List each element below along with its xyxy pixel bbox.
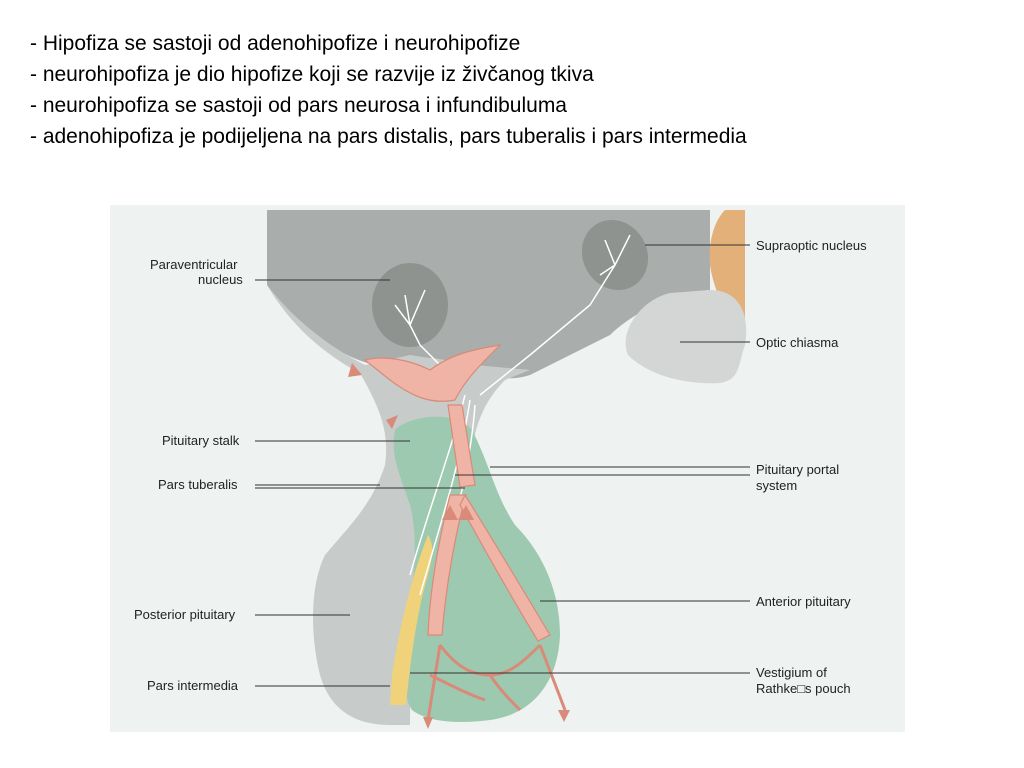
bullet-item: - Hipofiza se sastoji od adenohipofize i neurohipofize bbox=[30, 32, 521, 55]
paraventricular-nucleus bbox=[372, 263, 448, 347]
pituitary-diagram bbox=[110, 205, 905, 732]
bullet-item: - neurohipofiza je dio hipofize koji se razvije iz živčanog tkiva bbox=[30, 63, 594, 86]
bullet-list bbox=[30, 28, 1010, 152]
label-vestigium: Vestigium of bbox=[756, 665, 827, 680]
label-rathkes-pouch: Rathke□s pouch bbox=[756, 681, 851, 696]
bullet-item: - neurohipofiza se sastoji od pars neurosa i infundibuluma bbox=[30, 94, 567, 117]
label-anterior-pituitary: Anterior pituitary bbox=[756, 594, 851, 609]
label-posterior-pituitary: Posterior pituitary bbox=[134, 607, 236, 622]
label-pars-tuberalis: Pars tuberalis bbox=[158, 477, 238, 492]
bullet-item: - adenohipofiza je podijeljena na pars distalis, pars tuberalis i pars intermedia bbox=[30, 125, 747, 148]
pituitary-illustration bbox=[110, 205, 905, 732]
label-supraoptic-nucleus: Supraoptic nucleus bbox=[756, 238, 867, 253]
label-pars-intermedia: Pars intermedia bbox=[147, 678, 239, 693]
label-pituitary-stalk: Pituitary stalk bbox=[162, 433, 240, 448]
label-pituitary-portal: Pituitary portal bbox=[756, 462, 840, 477]
label-pituitary-portal-system: system bbox=[756, 478, 798, 493]
label-optic-chiasma: Optic chiasma bbox=[756, 335, 839, 350]
label-paraventricular: Paraventricular bbox=[150, 257, 238, 272]
label-paraventricular-nucleus: nucleus bbox=[198, 272, 243, 287]
